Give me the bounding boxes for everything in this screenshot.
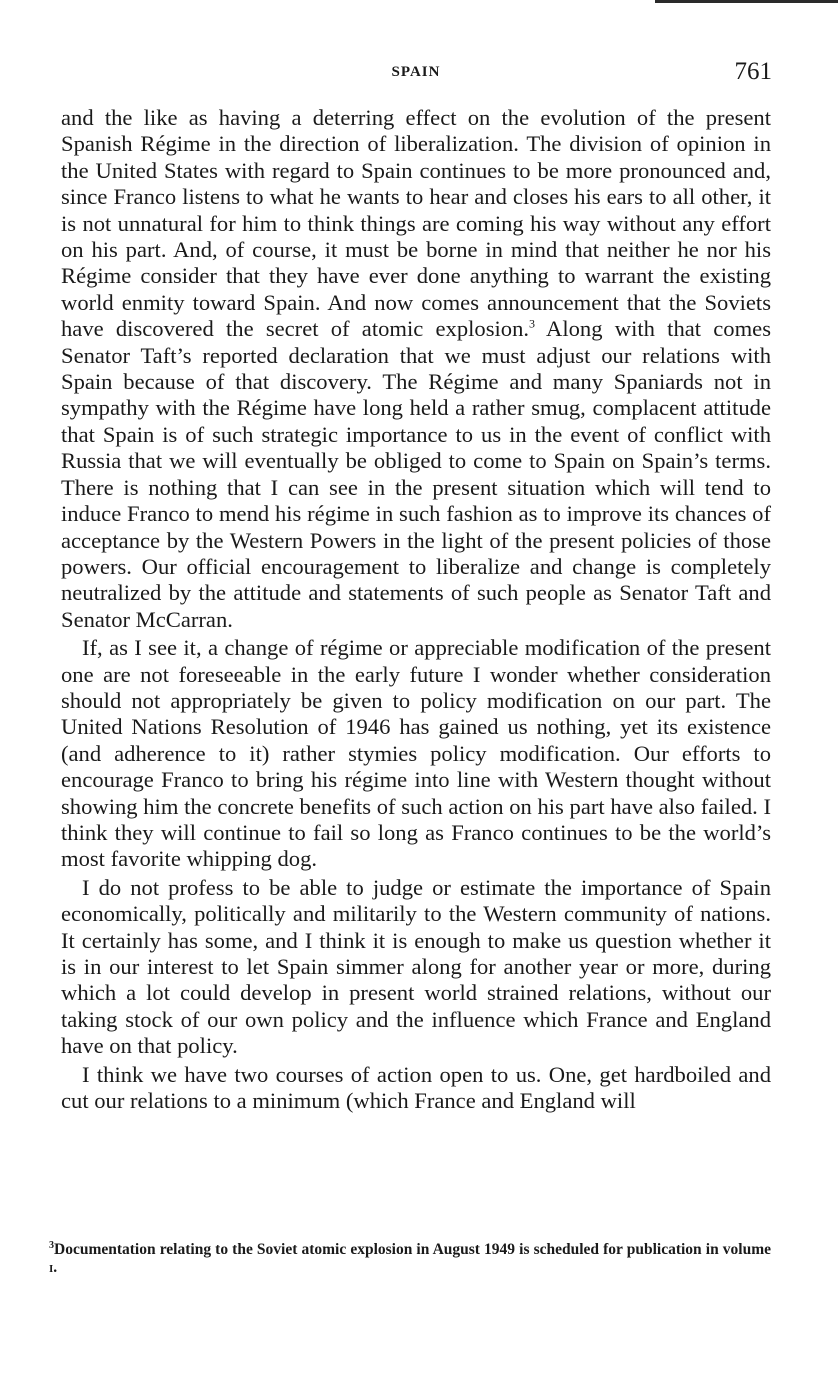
footnote-reference: 3 — [529, 316, 536, 331]
footnote-text: Documentation relating to the Soviet atomic explosion in August 1949 is scheduled for publication in volume — [54, 1241, 771, 1258]
paragraph-2: If, as I see it, a change of régime or appreciable modification of the present one are not foreseeable in the early future I wonder whether consideration should not appropriately be given to policy modification on our part. The United Nations Resolution of 1946 has gained us nothing, yet its existence (and adherence to it) rather stymies policy modification. Our efforts to encourage Franco to bring his régime into line with Western thought without showing him the concrete benefits of such action on his part have also failed. I think they will continue to fail so long as Franco continues to be the world’s most favorite whipping dog. — [61, 635, 771, 872]
paragraph-1 — [61, 105, 771, 633]
running-head — [60, 58, 772, 92]
paragraph-1-part-2: Along with that comes Senator Taft’s reported declaration that we must adjust our relations with Spain because of that discovery. The Régime and many Spaniards not in sympathy with the Régime have long held a rather smug, complacent attitude that Spain is of such strategic importance to us in the event of conflict with Russia that we will eventually be obliged to come to Spain on Spain’s terms. There is nothing that I can see in the present situation which will tend to induce Franco to mend his régime in such fashion as to improve its chances of acceptance by the Western Powers in the light of the present policies of those powers. Our official encouragement to liberalize and change is completely neutralized by the attitude and statements of such people as Senator Taft and Senator McCarran. — [61, 316, 772, 632]
footnote-volume: i — [49, 1259, 54, 1276]
top-edge-rule — [655, 0, 838, 3]
paragraph-1-part-1: and the like as having a deterring effect on the evolution of the present Spanish Régime in the direction of liberalization. The division of opinion in the United States with regard to Spain continues to be more pronounced and, since Franco listens to what he wants to hear and closes his ears to all other, it is not unnatural for him to think things are coming his way without any effort on his part. And, of course, it must be borne in mind that neither he nor his Régime consider that they have ever done anything to warrant the existing world enmity toward Spain. And now comes announcement that the Soviets have discovered the secret of atomic explosion. — [61, 105, 771, 342]
footnote — [49, 1241, 771, 1277]
footnote-number: 3 — [49, 1239, 54, 1251]
paragraph-3: I do not profess to be able to judge or estimate the importance of Spain economically, politically and militarily to the Western community of nations. It certainly has some, and I think it is enough to make us question whether it is in our interest to let Spain simmer along for another year or more, during which a lot could develop in present world strained relations, without our taking stock of our own policy and the influence which France and England have on that policy. — [61, 874, 771, 1059]
footnote-end: . — [53, 1259, 58, 1276]
paragraph-4: I think we have two courses of action open to us. One, get hardboiled and cut our relations to a minimum (which France and England will — [61, 1061, 771, 1114]
page-number: 761 — [734, 58, 772, 85]
body-text — [61, 105, 771, 1114]
section-title: SPAIN — [391, 64, 441, 80]
